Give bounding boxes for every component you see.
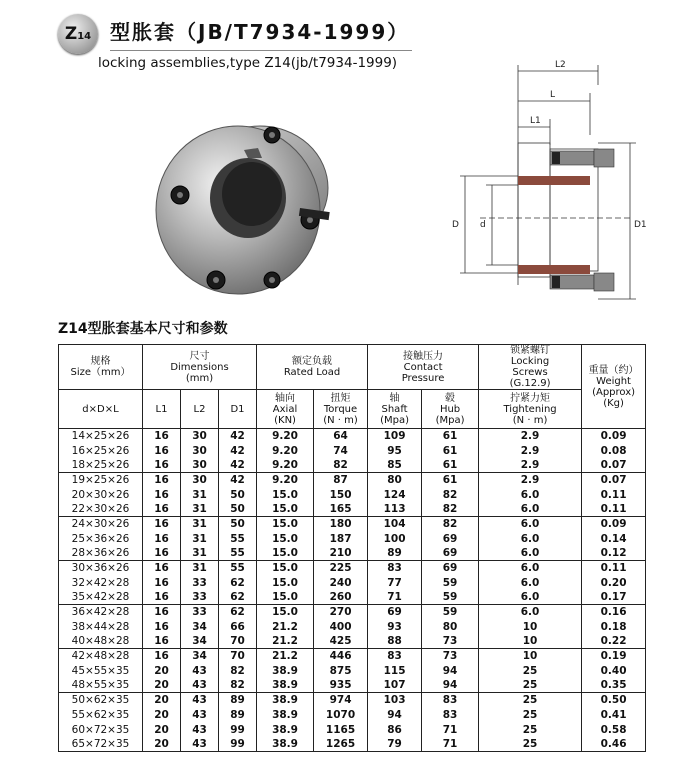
table-cell: 30×36×26 bbox=[59, 561, 143, 576]
table-cell: 50 bbox=[219, 487, 257, 502]
table-cell: 24×30×26 bbox=[59, 517, 143, 532]
drawing-label-l: L bbox=[550, 90, 556, 100]
table-row bbox=[59, 517, 646, 532]
table-cell: 60×72×35 bbox=[59, 722, 143, 737]
table-cell: 83 bbox=[422, 708, 479, 723]
table-cell: 61 bbox=[422, 473, 479, 488]
table-cell: 25 bbox=[479, 737, 582, 752]
table-cell: 31 bbox=[181, 502, 219, 517]
table-cell: 80 bbox=[368, 473, 422, 488]
table-cell: 55 bbox=[219, 531, 257, 546]
table-cell: 64 bbox=[314, 429, 368, 444]
table-cell: 42 bbox=[219, 443, 257, 458]
table-cell: 0.35 bbox=[582, 678, 646, 693]
table-cell: 15.0 bbox=[257, 590, 314, 605]
table-row bbox=[59, 443, 646, 458]
page-title: 型胀套（JB/T7934-1999） bbox=[110, 20, 410, 44]
product-photo bbox=[150, 100, 340, 300]
table-cell: 0.22 bbox=[582, 634, 646, 649]
table-cell: 115 bbox=[368, 664, 422, 679]
table-cell: 425 bbox=[314, 634, 368, 649]
table-row bbox=[59, 458, 646, 473]
table-cell: 30 bbox=[181, 473, 219, 488]
table-cell: 15.0 bbox=[257, 605, 314, 620]
table-cell: 240 bbox=[314, 575, 368, 590]
page-subtitle: locking assemblies,type Z14(jb/t7934-1999) bbox=[98, 55, 398, 71]
table-cell: 86 bbox=[368, 722, 422, 737]
table-cell: 16 bbox=[143, 487, 181, 502]
table-cell: 16 bbox=[143, 649, 181, 664]
table-cell: 83 bbox=[368, 561, 422, 576]
table-cell: 124 bbox=[368, 487, 422, 502]
table-cell: 21.2 bbox=[257, 619, 314, 634]
table-cell: 79 bbox=[368, 737, 422, 752]
table-cell: 16 bbox=[143, 634, 181, 649]
badge-sub: 14 bbox=[77, 30, 92, 42]
table-cell: 25 bbox=[479, 708, 582, 723]
table-cell: 16 bbox=[143, 502, 181, 517]
table-cell: 94 bbox=[422, 678, 479, 693]
table-cell: 0.17 bbox=[582, 590, 646, 605]
table-cell: 2.9 bbox=[479, 443, 582, 458]
spec-table bbox=[58, 344, 646, 752]
table-cell: 31 bbox=[181, 546, 219, 561]
table-cell: 10 bbox=[479, 619, 582, 634]
table-cell: 165 bbox=[314, 502, 368, 517]
table-cell: 6.0 bbox=[479, 590, 582, 605]
header-rated-load: 额定负载 Rated Load bbox=[257, 345, 368, 390]
table-cell: 99 bbox=[219, 737, 257, 752]
table-cell: 55 bbox=[219, 546, 257, 561]
table-cell: 38×44×28 bbox=[59, 619, 143, 634]
table-cell: 77 bbox=[368, 575, 422, 590]
header-l1: L1 bbox=[143, 390, 181, 429]
drawing-label-l1: L1 bbox=[530, 116, 541, 126]
table-cell: 400 bbox=[314, 619, 368, 634]
table-cell: 0.46 bbox=[582, 737, 646, 752]
table-cell: 25 bbox=[479, 693, 582, 708]
table-cell: 89 bbox=[219, 693, 257, 708]
table-row bbox=[59, 561, 646, 576]
table-cell: 2.9 bbox=[479, 458, 582, 473]
table-cell: 180 bbox=[314, 517, 368, 532]
table-cell: 61 bbox=[422, 458, 479, 473]
table-cell: 0.07 bbox=[582, 473, 646, 488]
table-cell: 10 bbox=[479, 634, 582, 649]
table-cell: 0.18 bbox=[582, 619, 646, 634]
table-cell: 40×48×28 bbox=[59, 634, 143, 649]
table-cell: 16 bbox=[143, 443, 181, 458]
table-cell: 31 bbox=[181, 561, 219, 576]
table-cell: 0.09 bbox=[582, 429, 646, 444]
table-cell: 32×42×28 bbox=[59, 575, 143, 590]
table-cell: 25×36×26 bbox=[59, 531, 143, 546]
table-cell: 0.40 bbox=[582, 664, 646, 679]
table-cell: 48×55×35 bbox=[59, 678, 143, 693]
table-cell: 9.20 bbox=[257, 443, 314, 458]
table-cell: 15.0 bbox=[257, 517, 314, 532]
table-cell: 1165 bbox=[314, 722, 368, 737]
table-cell: 16 bbox=[143, 458, 181, 473]
table-cell: 71 bbox=[422, 737, 479, 752]
table-row bbox=[59, 664, 646, 679]
table-cell: 89 bbox=[368, 546, 422, 561]
table-row bbox=[59, 575, 646, 590]
table-cell: 25 bbox=[479, 678, 582, 693]
table-cell: 16 bbox=[143, 473, 181, 488]
header-weight: 重量（约） Weight (Approx) (Kg) bbox=[582, 345, 646, 429]
table-cell: 61 bbox=[422, 429, 479, 444]
table-cell: 82 bbox=[219, 678, 257, 693]
table-cell: 0.11 bbox=[582, 487, 646, 502]
table-cell: 21.2 bbox=[257, 649, 314, 664]
table-cell: 270 bbox=[314, 605, 368, 620]
table-cell: 38.9 bbox=[257, 678, 314, 693]
table-row bbox=[59, 693, 646, 708]
table-cell: 85 bbox=[368, 458, 422, 473]
table-cell: 43 bbox=[181, 693, 219, 708]
table-cell: 30 bbox=[181, 458, 219, 473]
table-cell: 82 bbox=[422, 517, 479, 532]
header-contact-pressure: 接触压力 Contact Pressure bbox=[368, 345, 479, 390]
table-cell: 36×42×28 bbox=[59, 605, 143, 620]
table-cell: 16 bbox=[143, 561, 181, 576]
table-cell: 150 bbox=[314, 487, 368, 502]
table-cell: 16 bbox=[143, 590, 181, 605]
table-cell: 15.0 bbox=[257, 546, 314, 561]
table-cell: 33 bbox=[181, 575, 219, 590]
table-cell: 82 bbox=[422, 502, 479, 517]
table-cell: 100 bbox=[368, 531, 422, 546]
table-cell: 6.0 bbox=[479, 605, 582, 620]
table-cell: 70 bbox=[219, 634, 257, 649]
drawing-label-d-outer: D bbox=[452, 220, 459, 230]
table-cell: 15.0 bbox=[257, 502, 314, 517]
table-row bbox=[59, 722, 646, 737]
table-cell: 0.09 bbox=[582, 517, 646, 532]
table-cell: 38.9 bbox=[257, 693, 314, 708]
table-cell: 15.0 bbox=[257, 575, 314, 590]
table-cell: 107 bbox=[368, 678, 422, 693]
table-cell: 6.0 bbox=[479, 502, 582, 517]
spec-table-body bbox=[59, 429, 646, 752]
table-cell: 0.14 bbox=[582, 531, 646, 546]
table-cell: 18×25×26 bbox=[59, 458, 143, 473]
badge-main: Z bbox=[64, 24, 78, 44]
header-d1: D1 bbox=[219, 390, 257, 429]
table-cell: 109 bbox=[368, 429, 422, 444]
table-cell: 0.16 bbox=[582, 605, 646, 620]
table-cell: 43 bbox=[181, 678, 219, 693]
table-cell: 0.19 bbox=[582, 649, 646, 664]
header-dxdxl: d×D×L bbox=[59, 390, 143, 429]
table-cell: 16 bbox=[143, 517, 181, 532]
table-row bbox=[59, 502, 646, 517]
table-cell: 62 bbox=[219, 575, 257, 590]
header-torque: 扭矩 Torque (N · m) bbox=[314, 390, 368, 429]
table-cell: 42 bbox=[219, 429, 257, 444]
table-cell: 61 bbox=[422, 443, 479, 458]
table-row bbox=[59, 487, 646, 502]
table-cell: 16 bbox=[143, 546, 181, 561]
table-cell: 43 bbox=[181, 708, 219, 723]
table-cell: 0.11 bbox=[582, 561, 646, 576]
table-row bbox=[59, 634, 646, 649]
header-l2: L2 bbox=[181, 390, 219, 429]
table-cell: 20 bbox=[143, 664, 181, 679]
table-cell: 0.41 bbox=[582, 708, 646, 723]
table-cell: 33 bbox=[181, 605, 219, 620]
table-cell: 9.20 bbox=[257, 429, 314, 444]
table-cell: 22×30×26 bbox=[59, 502, 143, 517]
table-cell: 31 bbox=[181, 517, 219, 532]
table-row bbox=[59, 619, 646, 634]
table-cell: 15.0 bbox=[257, 561, 314, 576]
table-cell: 35×42×28 bbox=[59, 590, 143, 605]
table-cell: 34 bbox=[181, 619, 219, 634]
table-cell: 69 bbox=[422, 546, 479, 561]
drawing-label-l2: L2 bbox=[555, 60, 566, 70]
table-cell: 50×62×35 bbox=[59, 693, 143, 708]
table-cell: 20×30×26 bbox=[59, 487, 143, 502]
table-cell: 43 bbox=[181, 664, 219, 679]
table-cell: 0.07 bbox=[582, 458, 646, 473]
table-cell: 0.20 bbox=[582, 575, 646, 590]
table-cell: 69 bbox=[422, 561, 479, 576]
header-axial: 轴向 Axial (KN) bbox=[257, 390, 314, 429]
table-cell: 33 bbox=[181, 590, 219, 605]
table-cell: 9.20 bbox=[257, 473, 314, 488]
table-cell: 80 bbox=[422, 619, 479, 634]
table-cell: 42 bbox=[219, 458, 257, 473]
table-cell: 62 bbox=[219, 605, 257, 620]
table-cell: 260 bbox=[314, 590, 368, 605]
table-cell: 6.0 bbox=[479, 487, 582, 502]
table-cell: 31 bbox=[181, 487, 219, 502]
table-cell: 104 bbox=[368, 517, 422, 532]
table-cell: 71 bbox=[368, 590, 422, 605]
table-cell: 69 bbox=[368, 605, 422, 620]
table-cell: 15.0 bbox=[257, 487, 314, 502]
cross-section-drawing bbox=[440, 55, 650, 300]
type-badge bbox=[58, 14, 98, 54]
table-cell: 6.0 bbox=[479, 531, 582, 546]
table-cell: 38.9 bbox=[257, 722, 314, 737]
table-cell: 14×25×26 bbox=[59, 429, 143, 444]
table-cell: 93 bbox=[368, 619, 422, 634]
table-cell: 0.08 bbox=[582, 443, 646, 458]
table-cell: 59 bbox=[422, 590, 479, 605]
table-cell: 73 bbox=[422, 649, 479, 664]
table-cell: 6.0 bbox=[479, 546, 582, 561]
table-row bbox=[59, 605, 646, 620]
table-cell: 38.9 bbox=[257, 708, 314, 723]
table-cell: 99 bbox=[219, 722, 257, 737]
table-cell: 43 bbox=[181, 722, 219, 737]
table-cell: 95 bbox=[368, 443, 422, 458]
table-cell: 6.0 bbox=[479, 517, 582, 532]
table-cell: 20 bbox=[143, 693, 181, 708]
table-cell: 94 bbox=[368, 708, 422, 723]
table-cell: 16 bbox=[143, 605, 181, 620]
table-cell: 6.0 bbox=[479, 561, 582, 576]
table-cell: 16 bbox=[143, 531, 181, 546]
table-cell: 82 bbox=[422, 487, 479, 502]
table-cell: 187 bbox=[314, 531, 368, 546]
drawing-label-d-inner: d bbox=[480, 220, 486, 230]
table-cell: 50 bbox=[219, 517, 257, 532]
table-cell: 66 bbox=[219, 619, 257, 634]
table-cell: 34 bbox=[181, 634, 219, 649]
table-cell: 82 bbox=[314, 458, 368, 473]
table-cell: 974 bbox=[314, 693, 368, 708]
table-cell: 70 bbox=[219, 649, 257, 664]
table-cell: 20 bbox=[143, 678, 181, 693]
table-cell: 59 bbox=[422, 575, 479, 590]
table-cell: 103 bbox=[368, 693, 422, 708]
table-cell: 15.0 bbox=[257, 531, 314, 546]
table-cell: 16 bbox=[143, 619, 181, 634]
table-cell: 34 bbox=[181, 649, 219, 664]
table-cell: 83 bbox=[422, 693, 479, 708]
table-cell: 113 bbox=[368, 502, 422, 517]
table-row bbox=[59, 531, 646, 546]
table-cell: 38.9 bbox=[257, 737, 314, 752]
table-cell: 935 bbox=[314, 678, 368, 693]
title-divider bbox=[110, 50, 412, 51]
table-row bbox=[59, 429, 646, 444]
table-cell: 0.58 bbox=[582, 722, 646, 737]
table-cell: 20 bbox=[143, 737, 181, 752]
header-shaft: 轴 Shaft (Mpa) bbox=[368, 390, 422, 429]
table-cell: 59 bbox=[422, 605, 479, 620]
table-cell: 2.9 bbox=[479, 473, 582, 488]
header-hub: 毂 Hub (Mpa) bbox=[422, 390, 479, 429]
table-cell: 74 bbox=[314, 443, 368, 458]
table-cell: 2.9 bbox=[479, 429, 582, 444]
table-cell: 1265 bbox=[314, 737, 368, 752]
table-cell: 43 bbox=[181, 737, 219, 752]
table-cell: 87 bbox=[314, 473, 368, 488]
table-cell: 25 bbox=[479, 722, 582, 737]
table-cell: 21.2 bbox=[257, 634, 314, 649]
table-cell: 30 bbox=[181, 443, 219, 458]
table-row bbox=[59, 708, 646, 723]
table-cell: 446 bbox=[314, 649, 368, 664]
header-tightening: 拧紧力矩 Tightening (N · m) bbox=[479, 390, 582, 429]
table-cell: 55 bbox=[219, 561, 257, 576]
table-cell: 65×72×35 bbox=[59, 737, 143, 752]
table-cell: 55×62×35 bbox=[59, 708, 143, 723]
table-cell: 50 bbox=[219, 502, 257, 517]
table-cell: 89 bbox=[219, 708, 257, 723]
table-cell: 0.11 bbox=[582, 502, 646, 517]
table-cell: 31 bbox=[181, 531, 219, 546]
table-cell: 62 bbox=[219, 590, 257, 605]
table-row bbox=[59, 649, 646, 664]
table-cell: 9.20 bbox=[257, 458, 314, 473]
table-cell: 88 bbox=[368, 634, 422, 649]
table-cell: 875 bbox=[314, 664, 368, 679]
table-cell: 82 bbox=[219, 664, 257, 679]
table-cell: 45×55×35 bbox=[59, 664, 143, 679]
table-cell: 73 bbox=[422, 634, 479, 649]
table-row bbox=[59, 473, 646, 488]
table-cell: 210 bbox=[314, 546, 368, 561]
table-cell: 25 bbox=[479, 664, 582, 679]
table-cell: 83 bbox=[368, 649, 422, 664]
drawing-label-d1: D1 bbox=[634, 220, 647, 230]
table-row bbox=[59, 737, 646, 752]
table-cell: 42×48×28 bbox=[59, 649, 143, 664]
table-cell: 6.0 bbox=[479, 575, 582, 590]
header-size: 规格 Size（mm） bbox=[59, 345, 143, 390]
table-cell: 0.50 bbox=[582, 693, 646, 708]
table-cell: 20 bbox=[143, 722, 181, 737]
table-cell: 225 bbox=[314, 561, 368, 576]
table-cell: 38.9 bbox=[257, 664, 314, 679]
table-heading: Z14型胀套基本尺寸和参数 bbox=[58, 321, 228, 337]
table-row bbox=[59, 590, 646, 605]
table-cell: 42 bbox=[219, 473, 257, 488]
table-cell: 20 bbox=[143, 708, 181, 723]
table-cell: 30 bbox=[181, 429, 219, 444]
table-row bbox=[59, 546, 646, 561]
table-cell: 69 bbox=[422, 531, 479, 546]
table-cell: 19×25×26 bbox=[59, 473, 143, 488]
table-cell: 94 bbox=[422, 664, 479, 679]
table-cell: 16 bbox=[143, 575, 181, 590]
table-cell: 71 bbox=[422, 722, 479, 737]
table-cell: 10 bbox=[479, 649, 582, 664]
header-locking-screws: 锁紧螺钉 Locking Screws (G.12.9) bbox=[479, 345, 582, 390]
table-row bbox=[59, 678, 646, 693]
table-cell: 0.12 bbox=[582, 546, 646, 561]
header-dimensions: 尺寸 Dimensions (mm) bbox=[143, 345, 257, 390]
table-cell: 16 bbox=[143, 429, 181, 444]
table-cell: 16×25×26 bbox=[59, 443, 143, 458]
table-cell: 1070 bbox=[314, 708, 368, 723]
table-cell: 28×36×26 bbox=[59, 546, 143, 561]
